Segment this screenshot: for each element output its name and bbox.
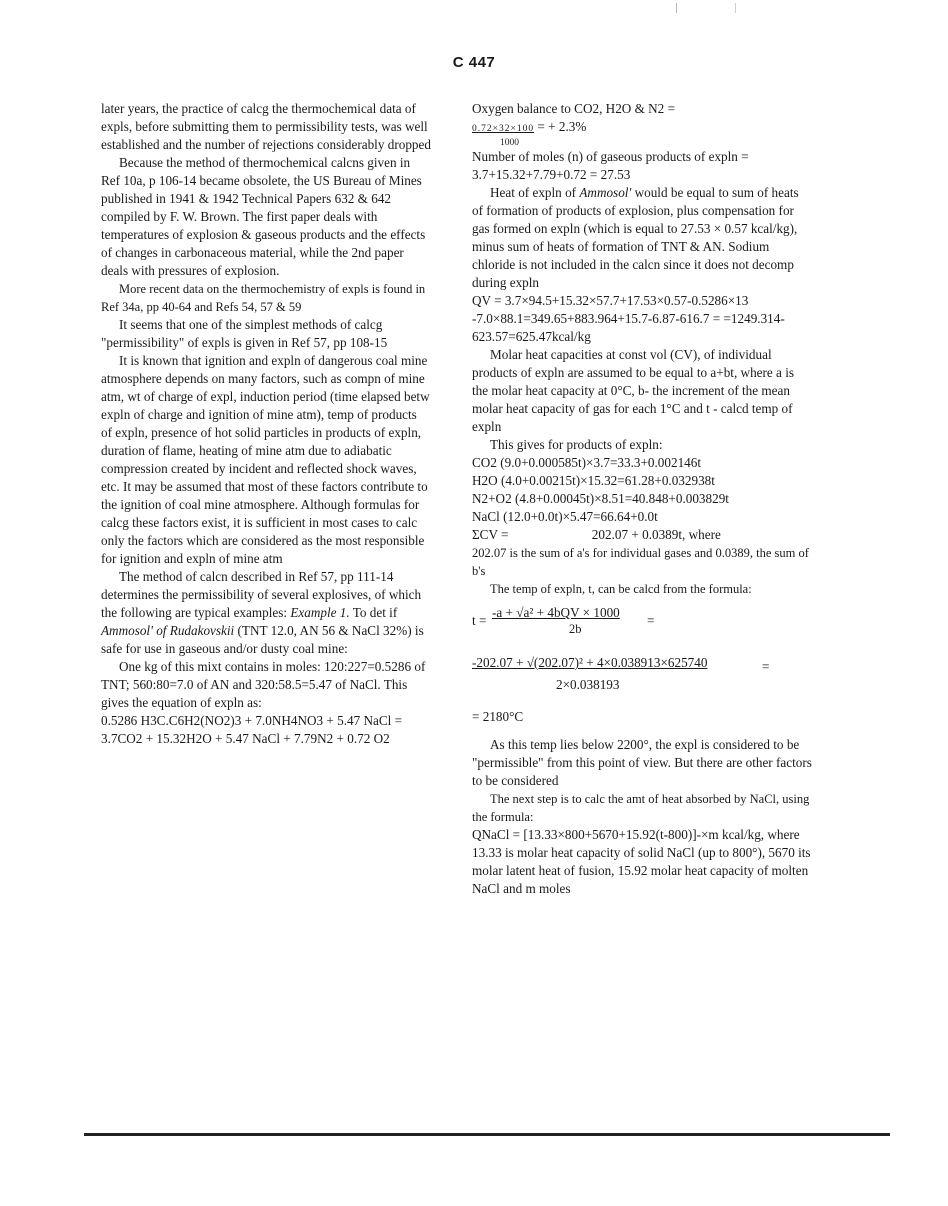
paragraph: It seems that one of the simplest methods of calcg "permissibility" of expls is given in Ref 57, pp 108-15: [101, 317, 388, 350]
paragraph: Because the method of thermochemical calcns given in Ref 10a, p 106-14 became obsolete, the US Bureau of Mines published in 1941 & 1942 Technical Papers 632 & 642 compiled by F. W. Brown. The first paper deals with temperatures of explosion & gaseous products and the effects of changes in carbonaceous material, while the 2nd paper deals with pressures of explosion.: [101, 155, 426, 278]
oxygen-balance-fraction: 0.72×32×100 = + 2.3% 1000: [472, 119, 587, 148]
sum-line: ΣCV = 202.07 + 0.0389t, where: [472, 527, 721, 542]
bottom-rule: [84, 1133, 890, 1136]
temperature-formula: t = -a + √a² + 4bQV × 1000 2b =: [472, 605, 655, 636]
paragraph: The next step is to calc the amt of heat absorbed by NaCl, using the formula:: [472, 792, 810, 824]
paragraph: Molar heat capacities at const vol (CV), of individual products of expln are assumed to be equal to a+bt, where a is the molar heat capacity at 0°C, b- the increment of the mean molar heat capacity of gas for each 1°C and t - calcd temp of expln: [472, 347, 795, 434]
scan-mark: [676, 3, 677, 13]
example-label: Example 1.: [290, 605, 350, 620]
product-line: H2O (4.0+0.00215t)×15.32=61.28+0.032938t: [472, 473, 715, 488]
paragraph: It is known that ignition and expln of dangerous coal mine atmosphere depends on many factors, such as compn of mine atm, wt of charge of expl, induction period (time elapsed betw expln of charge and ignition of mine atm), temp of products of expln, presence of hot solid particles in products of expln, duration of flame, heating of mine atm due to adiabatic compression created by incident and reflected shock waves, etc. It may be assumed that most of these factors contribute to the ignition of coal mine atmosphere. Although formulas for calcg these factors exist, it is sufficient in most cases to calc only the factors which are considered as the most responsible for ignition and expln of mine atm: [101, 353, 430, 566]
explosive-name: Ammosol': [579, 185, 632, 200]
paragraph: More recent data on the thermochemistry of expls is found in Ref 34a, pp 40-64 and Refs 54, 57 & 59: [101, 282, 426, 314]
paragraph: later years, the practice of calcg the thermochemical data of expls, before submitting them to permissibility tests, was well established and the number of rejections considerably dropped: [101, 101, 431, 152]
paragraph: Number of moles (n) of gaseous products of expln = 3.7+15.32+7.79+0.72 = 27.53: [472, 149, 749, 182]
paragraph: QNaCl = [13.33×800+5670+15.92(t-800)]-×m kcal/kg, where 13.33 is molar heat capacity of solid NaCl (up to 800°), 5670 its molar latent heat of fusion, 15.92 molar heat capacity of molten NaCl and m moles: [472, 827, 811, 896]
paragraph: As this temp lies below 2200°, the expl is considered to be "permissible" from this point of view. But there are other factors to be considered: [472, 737, 812, 788]
product-line: CO2 (9.0+0.000585t)×3.7=33.3+0.002146t: [472, 455, 702, 470]
temperature-calculation: -202.07 + √(202.07)² + 4×0.038913×625740 2×0.038193 =: [472, 655, 770, 692]
product-line: N2+O2 (4.8+0.00045t)×8.51=40.848+0.003829t: [472, 491, 729, 506]
paragraph: 202.07 is the sum of a's for individual gases and 0.0389, the sum of b's: [472, 546, 809, 578]
paragraph: The temp of expln, t, can be calcd from the formula:: [490, 582, 752, 596]
paragraph: One kg of this mixt contains in moles: 120:227=0.5286 of TNT; 560:80=7.0 of AN and 320:58.5=5.47 of NaCl. This gives the equation of expln as:: [101, 659, 426, 710]
scan-mark: [735, 3, 736, 13]
paragraph: The method of calcn described in Ref 57, pp 111-14 determines the permissibility of several explosives, of which the following are typical examples: Example 1. To det if Ammosol' of Rudakovskii (TNT 12.0, AN 56 & NaCl 32%) is safe for use in gaseous and/or dusty coal mine:: [101, 569, 424, 656]
explosive-name: Ammosol' of Rudakovskii: [101, 623, 235, 638]
equation: 0.5286 H3C.C6H2(NO2)3 + 7.0NH4NO3 + 5.47 NaCl = 3.7CO2 + 15.32H2O + 5.47 NaCl + 7.79N2 + 0.72 O2: [101, 713, 403, 746]
result: = 2180°C: [472, 709, 524, 724]
left-column: [101, 100, 431, 748]
paragraph: This gives for products of expln:: [490, 437, 663, 452]
heat-equation: QV = 3.7×94.5+15.32×57.7+17.53×0.57-0.5286×13 -7.0×88.1=349.65+883.964+15.7-6.87-616.7 = =1249.314-623.57=625.47kcal/kg: [472, 293, 785, 344]
product-line: NaCl (12.0+0.0t)×5.47=66.64+0.0t: [472, 509, 658, 524]
page-number: C 447: [452, 54, 496, 71]
right-column: [472, 100, 812, 898]
paragraph: Heat of expln of Ammosol' would be equal to sum of heats of formation of products of explosion, plus compensation for gas formed on expln (which is equal to 27.53 × 0.57 kcal/kg), minus sum of heats of formation of TNT & AN. Sodium chloride is not included in the calcn since it does not decomp during expln: [472, 185, 799, 290]
oxygen-balance: Oxygen balance to CO2, H2O & N2 =: [472, 101, 676, 116]
